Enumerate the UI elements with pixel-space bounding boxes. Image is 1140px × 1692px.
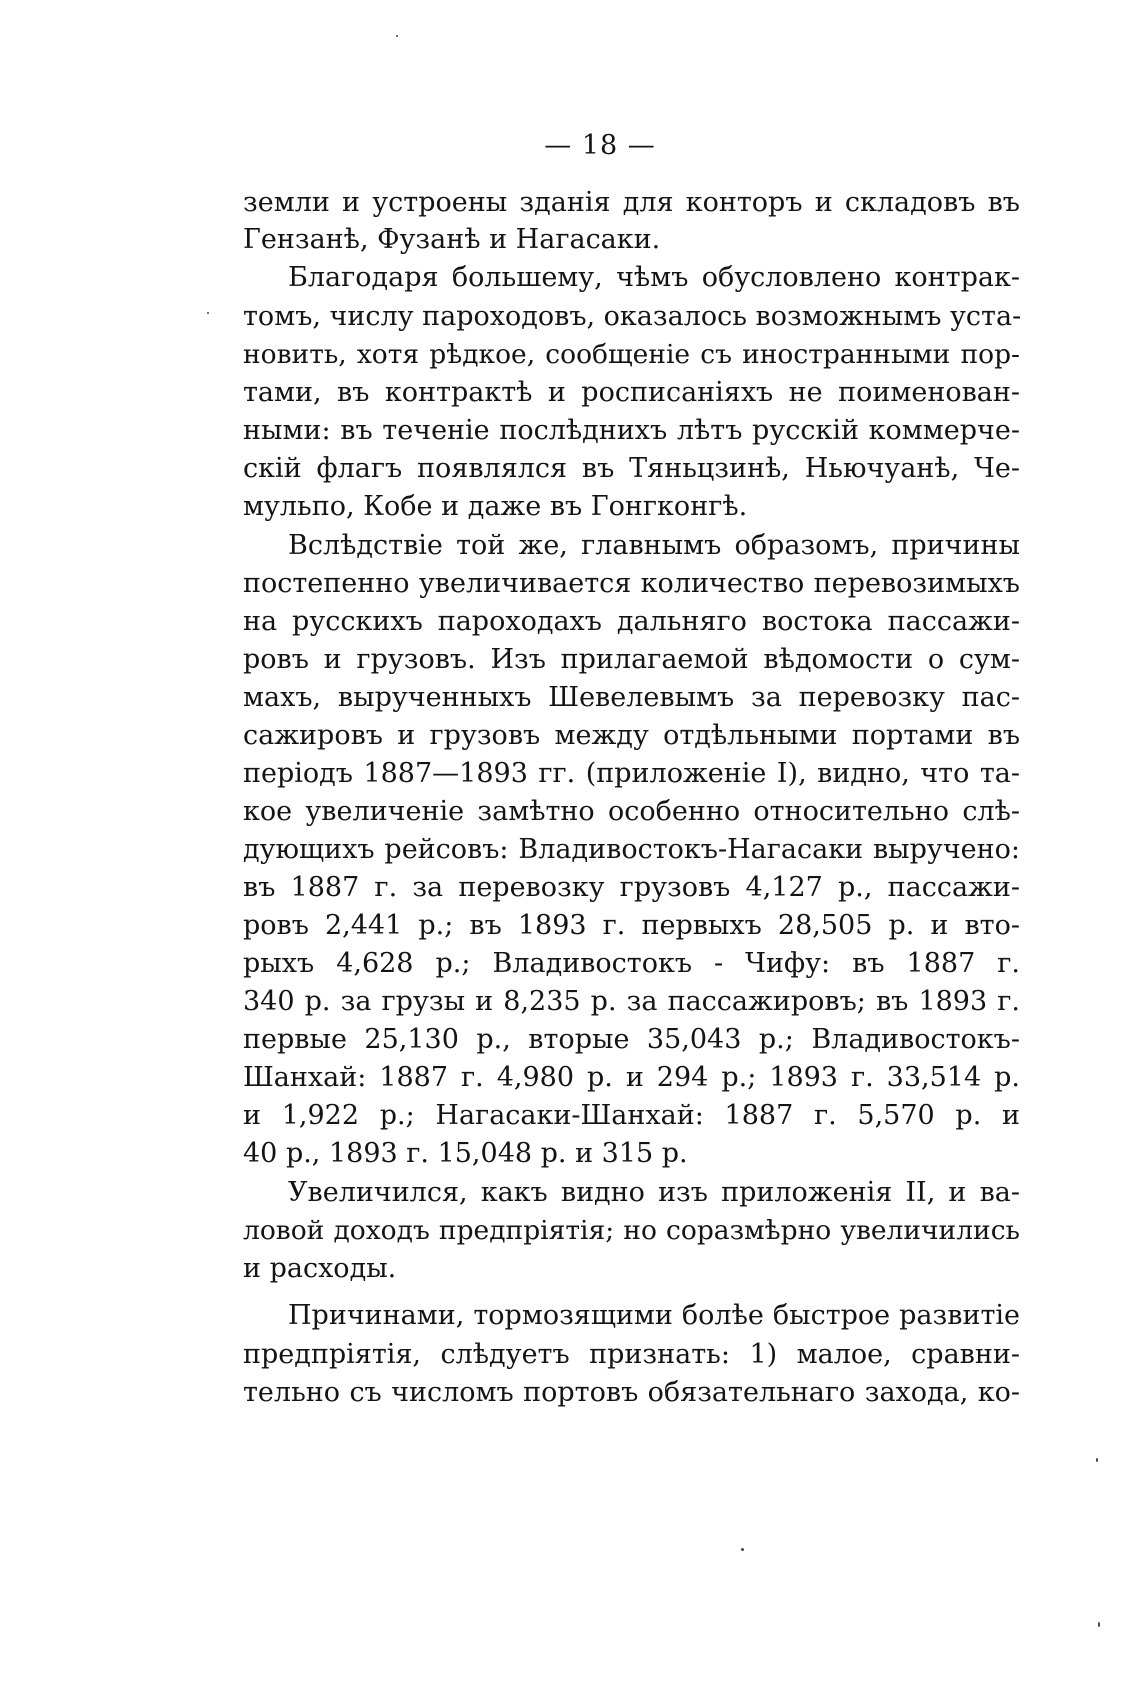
text-line: и расходы. bbox=[243, 1253, 397, 1284]
text-line: и 1,922 р.; Нагасаки-Шанхай: 1887 г. 5,570 р. и bbox=[243, 1100, 1020, 1131]
text-line: ровъ и грузовъ. Изъ прилагаемой вѣдомости о сум- bbox=[243, 644, 1020, 675]
text-line: на русскихъ пароходахъ дальняго востока пассажи- bbox=[243, 606, 1020, 637]
text-line: кое увеличеніе замѣтно особенно относительно слѣ- bbox=[243, 796, 1020, 827]
text-line: Благодаря большему, чѣмъ обусловлено контрак- bbox=[288, 262, 1020, 293]
text-line: періодъ 1887—1893 гг. (приложеніе I), видно, что та- bbox=[243, 758, 1020, 789]
text-line: предпріятія, слѣдуетъ признать: 1) малое, сравни- bbox=[243, 1339, 1020, 1370]
text-line: новить, хотя рѣдкое, сообщеніе съ иностранными пор- bbox=[243, 339, 1020, 370]
text-line: первые 25,130 р., вторые 35,043 р.; Владивостокъ- bbox=[243, 1024, 1020, 1055]
text-line: Причинами, тормозящими болѣе быстрое развитіе bbox=[288, 1300, 1020, 1331]
text-line: скій флагъ появлялся въ Тяньцзинѣ, Ньючуанѣ, Че- bbox=[243, 453, 1020, 484]
text-line: земли и устроены зданія для конторъ и складовъ въ bbox=[243, 187, 1020, 218]
text-line: Увеличился, какъ видно изъ приложенія II, и ва- bbox=[288, 1177, 1020, 1208]
page-number: — 18 — bbox=[544, 130, 656, 161]
text-line: ными: въ теченіе послѣднихъ лѣтъ русскій коммерче- bbox=[243, 415, 1020, 446]
text-line: Вслѣдствіе той же, главнымъ образомъ, причины bbox=[288, 530, 1020, 561]
scan-speck bbox=[207, 312, 209, 314]
scan-speck bbox=[396, 35, 398, 37]
text-line: Гензанѣ, Фузанѣ и Нагасаки. bbox=[243, 224, 661, 255]
text-line: въ 1887 г. за перевозку грузовъ 4,127 р., пассажи- bbox=[243, 872, 1020, 903]
scan-speck bbox=[741, 1548, 744, 1551]
text-line: дующихъ рейсовъ: Владивостокъ-Нагасаки выручено: bbox=[243, 834, 1020, 865]
text-line: 40 р., 1893 г. 15,048 р. и 315 р. bbox=[243, 1138, 688, 1169]
text-line: ровъ 2,441 р.; въ 1893 г. первыхъ 28,505 р. и вто- bbox=[243, 910, 1020, 941]
text-line: махъ, вырученныхъ Шевелевымъ за перевозку пас- bbox=[243, 682, 1020, 713]
text-line: сажировъ и грузовъ между отдѣльными портами въ bbox=[243, 720, 1020, 751]
scan-speck bbox=[1098, 1622, 1100, 1627]
scan-speck bbox=[1096, 1458, 1098, 1462]
text-line: ловой доходъ предпріятія; но соразмѣрно увеличились bbox=[243, 1215, 1020, 1246]
text-line: томъ, числу пароходовъ, оказалось возможнымъ уста- bbox=[243, 301, 1022, 332]
text-line: тельно съ числомъ портовъ обязательнаго захода, ко- bbox=[243, 1377, 1020, 1408]
text-line: тами, въ контрактѣ и росписаніяхъ не поименован- bbox=[243, 377, 1020, 408]
text-line: постепенно увеличивается количество перевозимыхъ bbox=[243, 568, 1020, 599]
text-line: рыхъ 4,628 р.; Владивостокъ - Чифу: въ 1887 г. bbox=[243, 948, 1020, 979]
text-line: 340 р. за грузы и 8,235 р. за пассажировъ; въ 1893 г. bbox=[243, 986, 1020, 1017]
text-line: мульпо, Кобе и даже въ Гонгконгѣ. bbox=[243, 491, 748, 522]
text-line: Шанхай: 1887 г. 4,980 р. и 294 р.; 1893 г. 33,514 р. bbox=[243, 1062, 1020, 1093]
